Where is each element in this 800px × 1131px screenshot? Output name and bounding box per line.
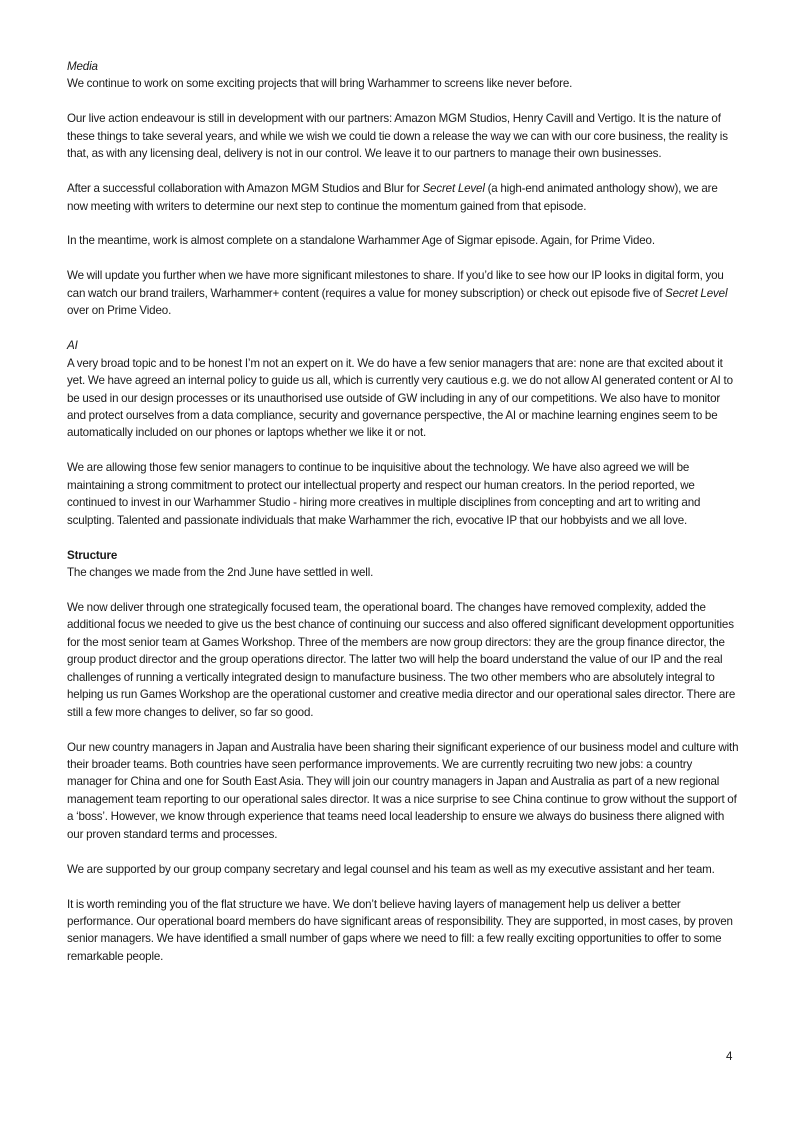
section-ai (67, 337, 739, 529)
paragraph: Our new country managers in Japan and Australia have been sharing their significant experience of our business model and culture with their broader teams. Both countries have seen performance improvements. We are currently recruiting two new jobs: a country manager for China and one for South East Asia. They will join our country managers in Japan and Australia as part of a new regional management team reporting to our operational sales director. It was a nice surprise to see China continue to grow without the support of a ‘boss’. However, we know through experience that teams need local leadership to ensure we always do business there aligned with our proven standard terms and processes. (67, 740, 739, 841)
paragraph: In the meantime, work is almost complete on a standalone Warhammer Age of Sigmar episode. Again, for Prime Video. (67, 234, 655, 248)
paragraph-text: We will update you further when we have more significant milestones to share. If you’d like to see how our IP looks in digital form, you can watch our brand trailers, Warhammer+ content (requires a value for money subscription) or check out episode five of (67, 269, 724, 300)
paragraph: Our live action endeavour is still in development with our partners: Amazon MGM Studios, Henry Cavill and Vertigo. It is the nature of these things to take several years, and while we wish we could tie down a release the way we can with our core business, the reality is that, as with any licensing deal, delivery is not in our control. We leave it to our partners to manage their own businesses. (67, 112, 728, 161)
section-heading-media: Media (67, 60, 98, 73)
section-heading-ai: AI (67, 339, 78, 353)
title-secret-level: Secret Level (422, 182, 485, 196)
paragraph (67, 267, 739, 319)
section-structure (67, 547, 739, 966)
section-media (67, 58, 739, 320)
paragraph: The changes we made from the 2nd June have settled in well. (67, 566, 374, 580)
document-page (67, 58, 739, 983)
page-number: 4 (726, 1050, 733, 1063)
paragraph-text: (a high-end animated anthology show), we are now meeting with writers to determine our next step to continue the momentum gained from that episode. (67, 182, 718, 213)
title-secret-level: Secret Level (665, 286, 728, 300)
paragraph: We now deliver through one strategically focused team, the operational board. The changes have removed complexity, added the additional focus we needed to give us the best chance of continuing our success and also offered significant development opportunities for the most senior team at Games Workshop. Three of the members are now group directors: they are the group finance director, the group product director and the group operations director. The latter two will help the board understand the value of our IP and the real challenges of running a vertically integrated design to manufacture business. The two other members who are absolutely integral to helping us run Games Workshop are the operational customer and creative media director and our operational sales director. There are still a few more changes to deliver, so far so good. (67, 600, 736, 719)
paragraph: It is worth reminding you of the flat structure we have. We don’t believe having layers of management help us deliver a better performance. Our operational board members do have significant areas of responsibility. They are supported, in most cases, by proven senior managers. We have identified a small number of gaps where we need to fill: a few really exciting opportunities to offer to some remarkable people. (67, 897, 733, 963)
paragraph-text: After a successful collaboration with Amazon MGM Studios and Blur for (67, 182, 423, 196)
paragraph: We are allowing those few senior managers to continue to be inquisitive about the technology. We have also agreed we will be maintaining a strong commitment to protect our intellectual property and respect our human creators. In the period reported, we continued to invest in our Warhammer Studio - hiring more creatives in multiple disciplines from concepting and art to writing and sculpting. Talented and passionate individuals that make Warhammer the rich, evocative IP that our hobbyists and we all love. (67, 461, 701, 527)
paragraph: A very broad topic and to be honest I’m not an expert on it. We do have a few senior managers that are: none are that excited about it yet. We have agreed an internal policy to guide us all, which is currently very cautious e.g. we do not allow AI generated content or AI to be used in our design processes or its unauthorised use outside of GW including in any of our competitions. We also have to monitor and protect ourselves from a data compliance, security and governance perspective, the AI or machine learning engines seem to be automatically included on our phones or laptops whether we like it or not. (67, 356, 733, 440)
section-heading-structure: Structure (67, 548, 118, 562)
paragraph: We are supported by our group company secretary and legal counsel and his team as well as my executive assistant and her team. (67, 862, 715, 876)
paragraph-text: over on Prime Video. (67, 304, 172, 318)
paragraph: We continue to work on some exciting projects that will bring Warhammer to screens like never before. (67, 77, 573, 91)
paragraph (67, 180, 739, 215)
